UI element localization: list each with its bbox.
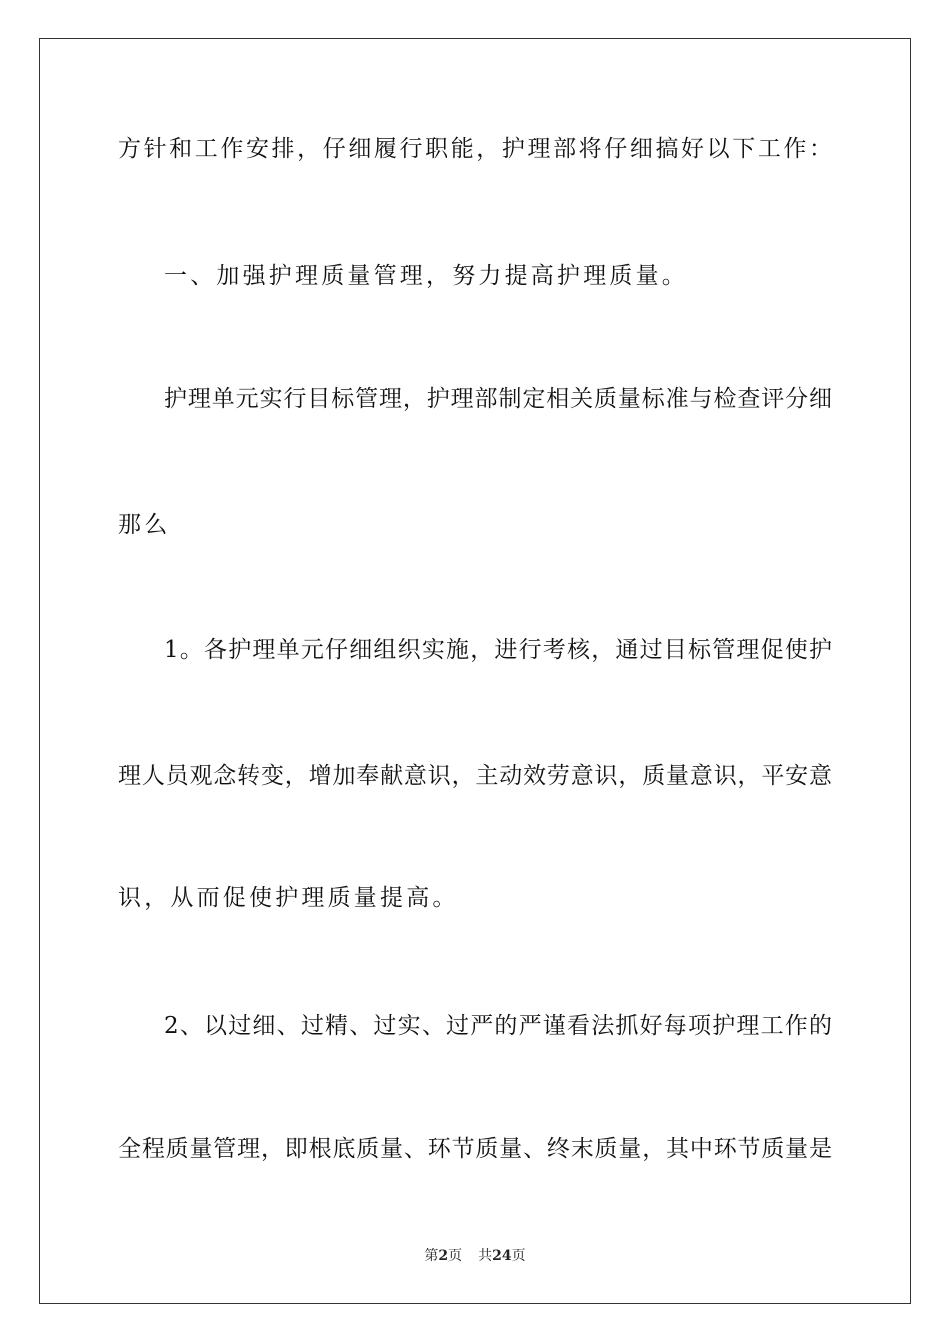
page-footer: [0, 1247, 950, 1265]
text-line-1: 方针和工作安排，仔细履行职能，护理部将仔细搞好以下工作：: [118, 136, 832, 162]
text-line-3: 护理单元实行目标管理，护理部制定相关质量标准与检查评分细: [164, 386, 832, 412]
text-line-5: 1。各护理单元仔细组织实施，进行考核，通过目标管理促使护: [164, 637, 832, 663]
text-line-8: 2、以过细、过精、过实、过严的严谨看法抓好每项护理工作的: [164, 1013, 832, 1039]
page-prefix: 第: [424, 1248, 439, 1264]
text-line-7: 识，从而促使护理质量提高。: [118, 885, 459, 911]
total-pages: 24: [492, 1248, 512, 1264]
text-line-9: 全程质量管理，即根底质量、环节质量、终末质量，其中环节质量是: [118, 1136, 832, 1162]
total-prefix: 共: [478, 1248, 493, 1264]
text-line-6: 理人员观念转变，增加奉献意识，主动效劳意识，质量意识，平安意: [118, 763, 832, 789]
section-heading: 一、加强护理质量管理，努力提高护理质量。: [164, 263, 688, 289]
page-suffix: 页: [448, 1248, 463, 1264]
page-frame: [39, 38, 911, 1304]
text-line-4: 那么: [118, 512, 171, 538]
page-number: 2: [438, 1248, 449, 1264]
total-suffix: 页: [511, 1248, 526, 1264]
